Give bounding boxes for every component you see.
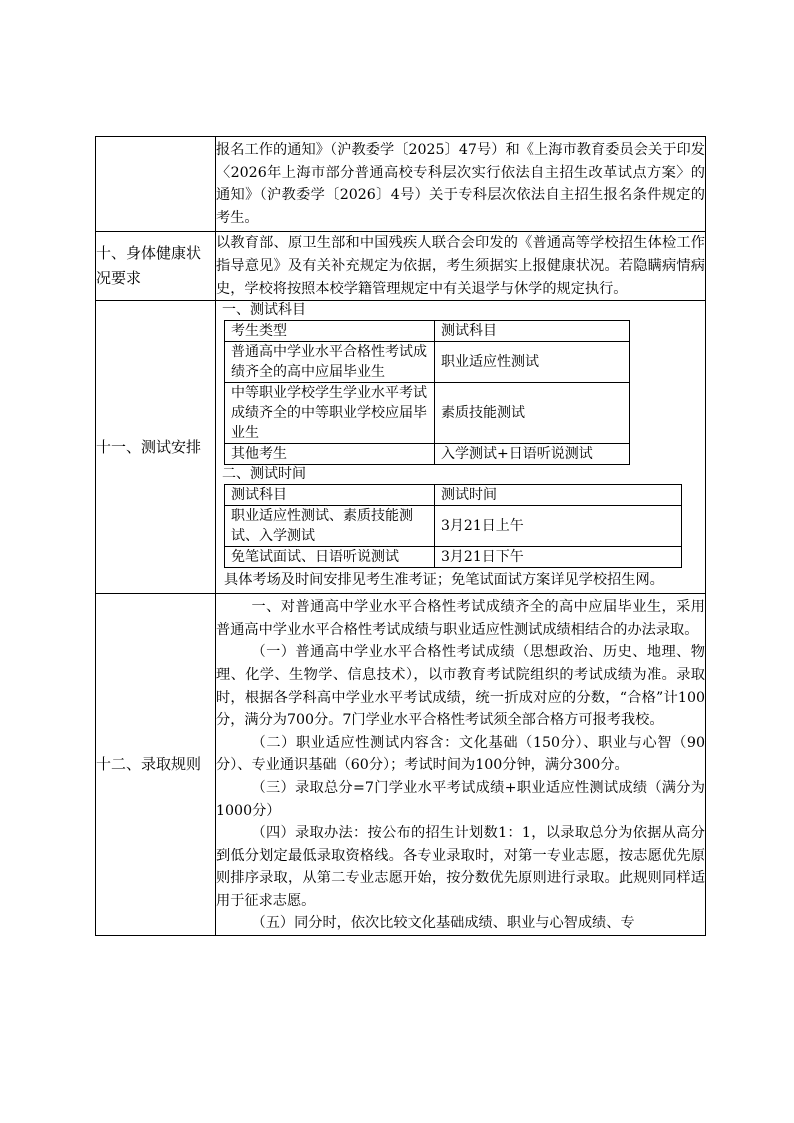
admission-rules-text xyxy=(216,594,706,936)
table-row-test-arrangement xyxy=(96,301,706,594)
rule-paragraph: （四）录取办法：按公布的招生计划数1：1，以录取总分为依据从高分到低分划定最低录取资格线。各专业录取时，对第一专业志愿，按志愿优先原则排序录取，从第二专业志愿开始，按分数优先原则进行录取。此规则同样适用于征求志愿。 xyxy=(216,825,705,909)
table-row xyxy=(225,485,682,506)
health-paragraph: 以教育部、原卫生部和中国残疾人联合会印发的《普通高等学校招生体检工作指导意见》及有关补充规定为依据，考生须据实上报健康状况。若隐瞒病情病史，学校将按照本校学籍管理规定中有关退学与休学的规定执行。 xyxy=(216,235,705,297)
rule-paragraph: （一）普通高中学业水平合格性考试成绩（思想政治、历史、地理、物理、化学、生物学、信息技术），以市教育考试院组织的考试成绩为准。录取时，根据各学科高中学业水平考试成绩，统一折成对应的分数，“合格”计100分，满分为700分。7门学业水平合格性考试须全部合格方可报考我校。 xyxy=(216,644,705,729)
table-cell: 3月21日上午 xyxy=(435,506,682,547)
admission-rules-table xyxy=(95,136,706,936)
time-table xyxy=(224,484,682,568)
table-row xyxy=(225,383,630,444)
table-header-cell: 考生类型 xyxy=(225,321,435,342)
table-header-cell: 测试科目 xyxy=(225,485,435,506)
table-row xyxy=(225,547,682,568)
table-header-cell: 测试时间 xyxy=(435,485,682,506)
row-label-test-arrangement: 十一、测试安排 xyxy=(96,301,216,594)
table-cell: 普通高中学业水平合格性考试成绩齐全的高中应届毕业生 xyxy=(225,342,435,383)
rule-paragraph: （三）录取总分=7门学业水平考试成绩+职业适应性测试成绩（满分为1000分） xyxy=(216,779,705,819)
table-row-eligibility-continued xyxy=(96,137,706,232)
table-cell: 免笔试面试、日语听说测试 xyxy=(225,547,435,568)
table-cell: 其他考生 xyxy=(225,444,435,465)
row-label-health: 十、身体健康状况要求 xyxy=(96,232,216,301)
test-arrangement-cell xyxy=(216,301,706,594)
table-row xyxy=(225,321,630,342)
table-header-cell: 测试科目 xyxy=(435,321,630,342)
row-label-admission-rules: 十二、录取规则 xyxy=(96,594,216,936)
test-arrangement-note: 具体考场及时间安排见考生准考证；免笔试面试方案详见学校招生网。 xyxy=(224,572,664,589)
table-row-admission-rules xyxy=(96,594,706,936)
subjects-table xyxy=(224,320,630,465)
rule-paragraph: （二）职业适应性测试内容含：文化基础（150分）、职业与心智（90分）、专业通识基础（60分）；考试时间为100分钟，满分300分。 xyxy=(216,734,705,774)
table-row xyxy=(225,444,630,465)
eligibility-paragraph: 报名工作的通知》（沪教委学〔2025〕47号）和《上海市教育委员会关于印发〈2026年上海市部分普通高校专科层次实行依法自主招生改革试点方案〉的通知》（沪教委学〔2026〕4号）关于专科层次依法自主招生报名条件规定的考生。 xyxy=(216,142,705,226)
table-cell: 职业适应性测试、素质技能测试、入学测试 xyxy=(225,506,435,547)
table-cell: 3月21日下午 xyxy=(435,547,682,568)
table-row xyxy=(225,342,630,383)
table-cell: 素质技能测试 xyxy=(435,383,630,444)
section-title-subjects: 一、测试科目 xyxy=(222,302,306,319)
row-label-empty xyxy=(96,137,216,232)
table-cell: 入学测试+日语听说测试 xyxy=(435,444,630,465)
eligibility-text xyxy=(216,137,706,232)
section-title-time: 二、测试时间 xyxy=(222,466,306,483)
rule-paragraph: 一、对普通高中学业水平合格性考试成绩齐全的高中应届毕业生，采用普通高中学业水平合格性考试成绩与职业适应性测试成绩相结合的办法录取。 xyxy=(216,599,705,638)
table-cell: 职业适应性测试 xyxy=(435,342,630,383)
rule-paragraph: （五）同分时，依次比较文化基础成绩、职业与心智成绩、专 xyxy=(251,915,635,932)
table-cell: 中等职业学校学生学业水平考试成绩齐全的中等职业学校应届毕业生 xyxy=(225,383,435,444)
health-text xyxy=(216,232,706,301)
table-row xyxy=(225,506,682,547)
table-row-health xyxy=(96,232,706,301)
